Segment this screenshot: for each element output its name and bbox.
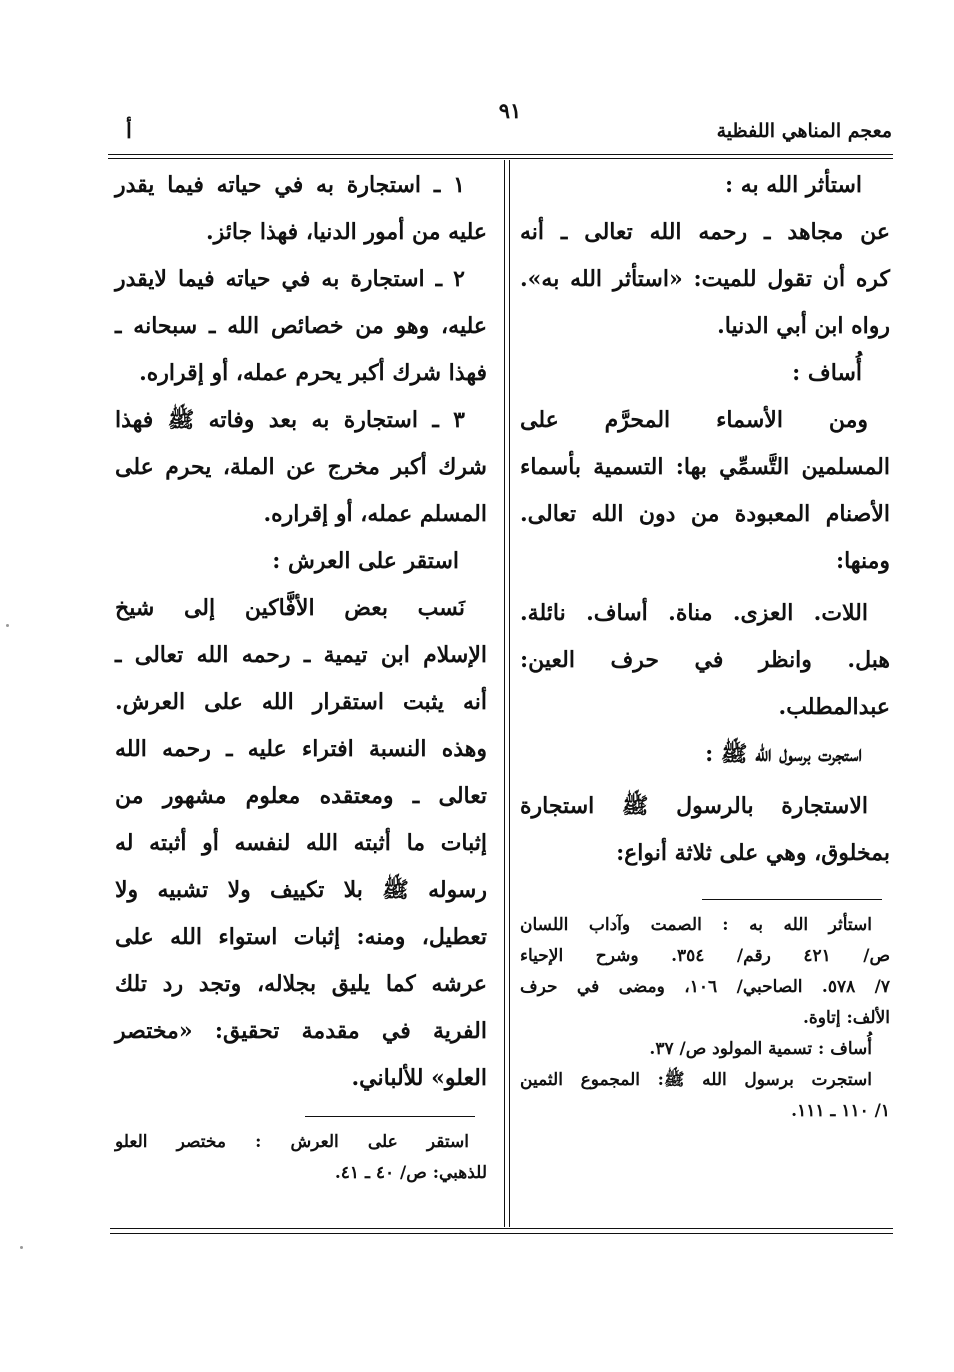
body-line: عن مجاهد ـ رحمه الله تعالى ـ أنه — [520, 219, 890, 245]
body-line: نَسب بعض الأفَّاكين إلى شيخ — [115, 595, 465, 621]
body-line: اللات. العزى. مناة. أساف. نائلة. — [520, 600, 868, 626]
body-line: الفرية في مقدمة تحقيق: «مختصر — [115, 1018, 487, 1044]
section-letter: أ — [126, 118, 132, 143]
body-line: عليه، وهو من خصائص الله ـ سبحانه ـ — [115, 313, 487, 339]
body-line: أنه يثبت استقرار الله على العرش. — [115, 689, 487, 715]
footnote-line: الألف: إتاوة. — [802, 1008, 890, 1028]
body-line: رواه ابن أبي الدنيا. — [717, 313, 890, 339]
left-column — [115, 162, 487, 1189]
body-line: تعالى ـ ومعتقده معلوم مشهور من — [115, 783, 487, 809]
body-line: الأصنام المعبودة من دون الله تعالى. — [520, 501, 890, 527]
entry-heading: استأثر الله به : — [724, 172, 862, 198]
body-line: عبدالمطلب. — [778, 694, 890, 720]
right-column — [520, 162, 890, 1127]
entry-heading: أُساف : — [792, 360, 862, 386]
body-line: شرك أكبر مخرج عن الملة، يحرم على — [115, 454, 487, 480]
footer-rule — [110, 1228, 893, 1229]
body-line: هبل. وانظر في حرف العين: — [520, 647, 890, 673]
footer-rule-inner — [110, 1233, 893, 1234]
entry-heading: استجرت برسول الله ﷺ : — [705, 741, 862, 767]
entry-heading: استقر على العرش : — [272, 548, 459, 574]
footnote-line: أُساف : تسمية المولود ص/ ٣٧. — [649, 1039, 872, 1059]
scan-speck — [20, 1246, 23, 1249]
body-line: العلو» للألباني. — [351, 1065, 487, 1091]
footnote-line: ص/ ٤٢١ رقم/ ٣٥٤. وشرح الإحياء — [520, 946, 890, 966]
body-line: تعطيل، ومنه: إثبات استواء الله على — [115, 924, 487, 950]
body-line: كره أن تقول للميت: «استأثر الله به». — [520, 266, 890, 292]
column-divider-inner — [509, 160, 510, 1227]
body-line: ومنها: — [835, 548, 890, 574]
body-line: ٣ ـ استجارة به بعد وفاته ﷺ فهذا — [115, 407, 465, 433]
footnote-rule — [305, 1116, 475, 1117]
body-line: عليه من أمور الدنيا، فهذا جائز. — [205, 219, 487, 245]
body-line: بمخلوق، وهي على ثلاثة أنواع: — [616, 840, 890, 866]
body-line: رسوله ﷺ بلا تكييف ولا تشبيه ولا — [115, 877, 487, 903]
column-divider — [504, 160, 505, 1227]
body-line: إثبات ما أثبته الله لنفسه أو أثبته له — [115, 830, 487, 856]
body-line: ومن الأسماء المحرَّم على — [520, 407, 868, 433]
body-line: وهذه النسبة افتراء عليه ـ رحمه الله — [115, 736, 487, 762]
header-rule — [108, 154, 893, 155]
footnote-line: ١/ ١١٠ ـ ١١١. — [791, 1101, 890, 1121]
footnote-line: استأثر الله به : الصمت وآداب اللسان — [520, 915, 872, 935]
body-line: المسلم عمله، أو إقراره. — [263, 501, 487, 527]
body-line: عرشه كما يليق بجلاله، وتجد رد تلك — [115, 971, 487, 997]
scan-speck — [6, 624, 9, 627]
footnote-line: للذهبي: ص/ ٤٠ ـ ٤١. — [334, 1163, 487, 1183]
body-line: ٢ ـ استجارة به في حياته فيما لايقدر — [115, 266, 465, 292]
footnote-rule — [702, 899, 882, 900]
body-line: ١ ـ استجارة به في حياته فيما يقدر — [115, 172, 465, 198]
body-line: فهذا شرك أكبر يحرم عمله، أو إقراره. — [139, 360, 487, 386]
body-line: الإسلام ابن تيمية ـ رحمه الله تعالى ـ — [115, 642, 487, 668]
running-header-title: معجم المناهي اللفظية — [716, 120, 892, 142]
header-rule-inner — [108, 158, 893, 159]
footnote-line: ٧/ ٥٧٨. الصاحبي/ ١٠٦، ومضى في حرف — [520, 977, 890, 997]
page-number: ٩١ — [498, 98, 522, 123]
body-line: المسلمين التَّسمِّي بها: التسمية بأسماء — [520, 454, 890, 480]
body-line: الاستجارة بالرسول ﷺ استجارة — [520, 793, 868, 819]
footnote-line: استجرت برسول الله ﷺ: المجموع الثمين — [520, 1070, 872, 1090]
footnote-line: استقر على العرش : مختصر العلو — [115, 1132, 469, 1152]
